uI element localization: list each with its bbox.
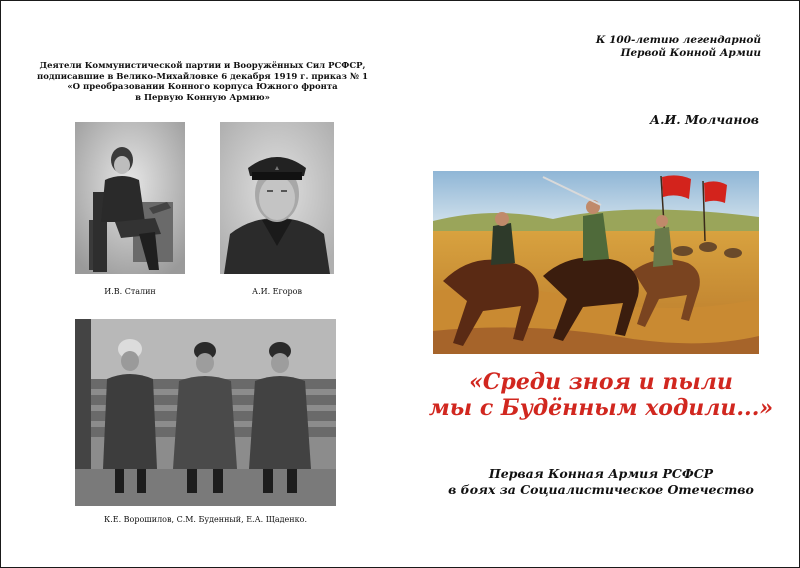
- caption-line-3: «О преобразовании Конного корпуса Южного фронта: [67, 82, 338, 92]
- subtitle-line-2: в боях за Социалистическое Отечество: [448, 482, 754, 497]
- title-line-1: «Среди зноя и пыли: [469, 369, 733, 395]
- group-photo: [75, 319, 336, 506]
- photo-egorov-label: А.И. Егоров: [252, 287, 302, 296]
- book-title: [401, 369, 800, 421]
- caption-line-4: в Первую Конную Армию»: [135, 92, 270, 103]
- dedication: [596, 34, 761, 60]
- dedication-line-1: К 100-летию легендарной: [595, 34, 761, 46]
- subtitle-line-1: Первая Конная Армия РСФСР: [488, 466, 714, 481]
- author-name: А.И. Молчанов: [649, 112, 759, 127]
- dedication-line-2: Первой Конной Армии: [620, 47, 761, 59]
- book-subtitle: [401, 466, 800, 498]
- cover-painting: [433, 171, 759, 354]
- photo-stalin: [75, 122, 185, 274]
- caption-line-2: подписавшие в Велико-Михайловке 6 декабря 1919 г. приказ № 1: [36, 71, 369, 82]
- photo-egorov: [220, 122, 334, 274]
- photo-stalin-label: И.В. Сталин: [104, 287, 156, 296]
- group-photo-label: К.Е. Ворошилов, С.М. Буденный, Е.А. Щаденко.: [104, 515, 307, 524]
- title-line-2: мы с Будённым ходили...»: [428, 395, 774, 421]
- caption-line-1: Деятели Коммунистической партии и Вооружённых Сил РСФСР,: [39, 61, 366, 71]
- left-page-caption: [21, 61, 384, 103]
